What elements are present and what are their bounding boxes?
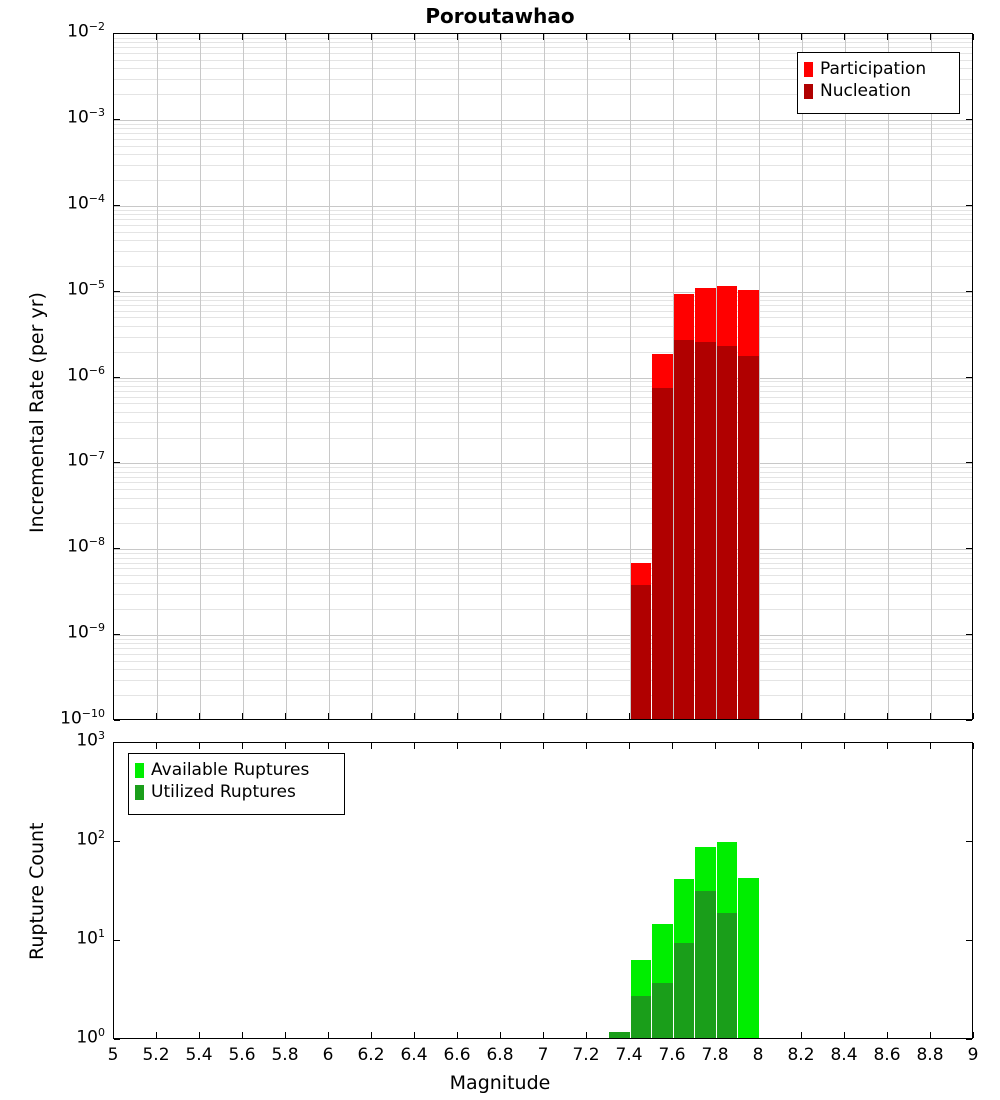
incremental-rate-plot xyxy=(113,33,973,720)
x-axis-label: Magnitude xyxy=(449,1072,551,1094)
bar xyxy=(652,983,673,1039)
page-title: Poroutawhao xyxy=(425,4,575,28)
legend-label-utilized-ruptures: Utilized Ruptures xyxy=(151,782,296,802)
bar xyxy=(674,943,695,1039)
legend-swatch-nucleation xyxy=(804,84,813,99)
y-axis-label-top: Incremental Rate (per yr) xyxy=(26,292,48,533)
bar xyxy=(717,913,738,1039)
x-tick-label: 8.4 xyxy=(830,1045,858,1065)
y-tick-label: $10^{-10}$ xyxy=(60,707,105,729)
x-tick-label: 6.4 xyxy=(400,1045,428,1065)
legend-item-utilized-ruptures xyxy=(135,781,336,803)
y-tick-label: $10^{-8}$ xyxy=(67,535,105,557)
legend-label-available-ruptures: Available Ruptures xyxy=(151,760,310,780)
x-tick-label: 5.6 xyxy=(228,1045,256,1065)
y-tick-label: $10^{-7}$ xyxy=(67,449,105,472)
bar xyxy=(695,891,716,1039)
bar xyxy=(717,346,738,720)
x-tick-label: 8 xyxy=(752,1045,764,1065)
legend-item-available-ruptures xyxy=(135,759,336,781)
legend-label-nucleation: Nucleation xyxy=(820,81,912,101)
x-tick-label: 6 xyxy=(322,1045,334,1065)
x-tick-label: 6.2 xyxy=(357,1045,385,1065)
x-tick-label: 8.6 xyxy=(873,1045,901,1065)
bar xyxy=(631,996,652,1039)
legend-swatch-participation xyxy=(804,62,813,77)
x-tick-label: 7.2 xyxy=(572,1045,600,1065)
legend-swatch-available-ruptures xyxy=(135,763,144,778)
x-tick-label: 7.8 xyxy=(701,1045,729,1065)
x-tick-label: 5 xyxy=(107,1045,119,1065)
x-tick-label: 5.2 xyxy=(142,1045,170,1065)
y-tick-label: $10^{-9}$ xyxy=(67,621,105,643)
x-tick-label: 6.6 xyxy=(443,1045,471,1065)
y-tick-label: $10^0$ xyxy=(76,1026,105,1048)
legend-label-participation: Participation xyxy=(820,59,927,79)
y-tick-label: $10^{-2}$ xyxy=(67,20,105,42)
bar xyxy=(609,1032,630,1039)
y-tick-label: $10^{-5}$ xyxy=(67,277,105,300)
y-tick-label: $10^1$ xyxy=(76,927,105,949)
x-tick-label: 7.6 xyxy=(658,1045,686,1065)
y-tick-label: $10^3$ xyxy=(76,729,105,751)
x-tick-label: 9 xyxy=(967,1045,979,1065)
y-tick-label: $10^{-6}$ xyxy=(67,363,105,386)
x-tick-label: 5.8 xyxy=(271,1045,299,1065)
bar xyxy=(738,356,759,720)
bar xyxy=(631,585,652,720)
y-axis-label-bottom: Rupture Count xyxy=(26,822,48,960)
x-tick-label: 7.4 xyxy=(615,1045,643,1065)
y-tick-label: $10^2$ xyxy=(76,828,105,850)
bar xyxy=(695,342,716,720)
y-tick-label: $10^{-3}$ xyxy=(67,105,105,128)
bar xyxy=(738,878,759,1039)
bars-incremental-rate xyxy=(114,34,972,719)
legend-bottom xyxy=(128,753,345,815)
x-tick-label: 5.4 xyxy=(185,1045,213,1065)
legend-top xyxy=(797,52,960,114)
y-tick-label: $10^{-4}$ xyxy=(67,191,105,214)
legend-item-nucleation xyxy=(804,80,951,102)
x-tick-label: 6.8 xyxy=(486,1045,514,1065)
bar xyxy=(674,340,695,720)
x-tick-label: 8.2 xyxy=(787,1045,815,1065)
x-tick-label: 7 xyxy=(537,1045,549,1065)
legend-swatch-utilized-ruptures xyxy=(135,785,144,800)
x-tick-label: 8.8 xyxy=(916,1045,944,1065)
legend-item-participation xyxy=(804,58,951,80)
bar xyxy=(652,388,673,720)
